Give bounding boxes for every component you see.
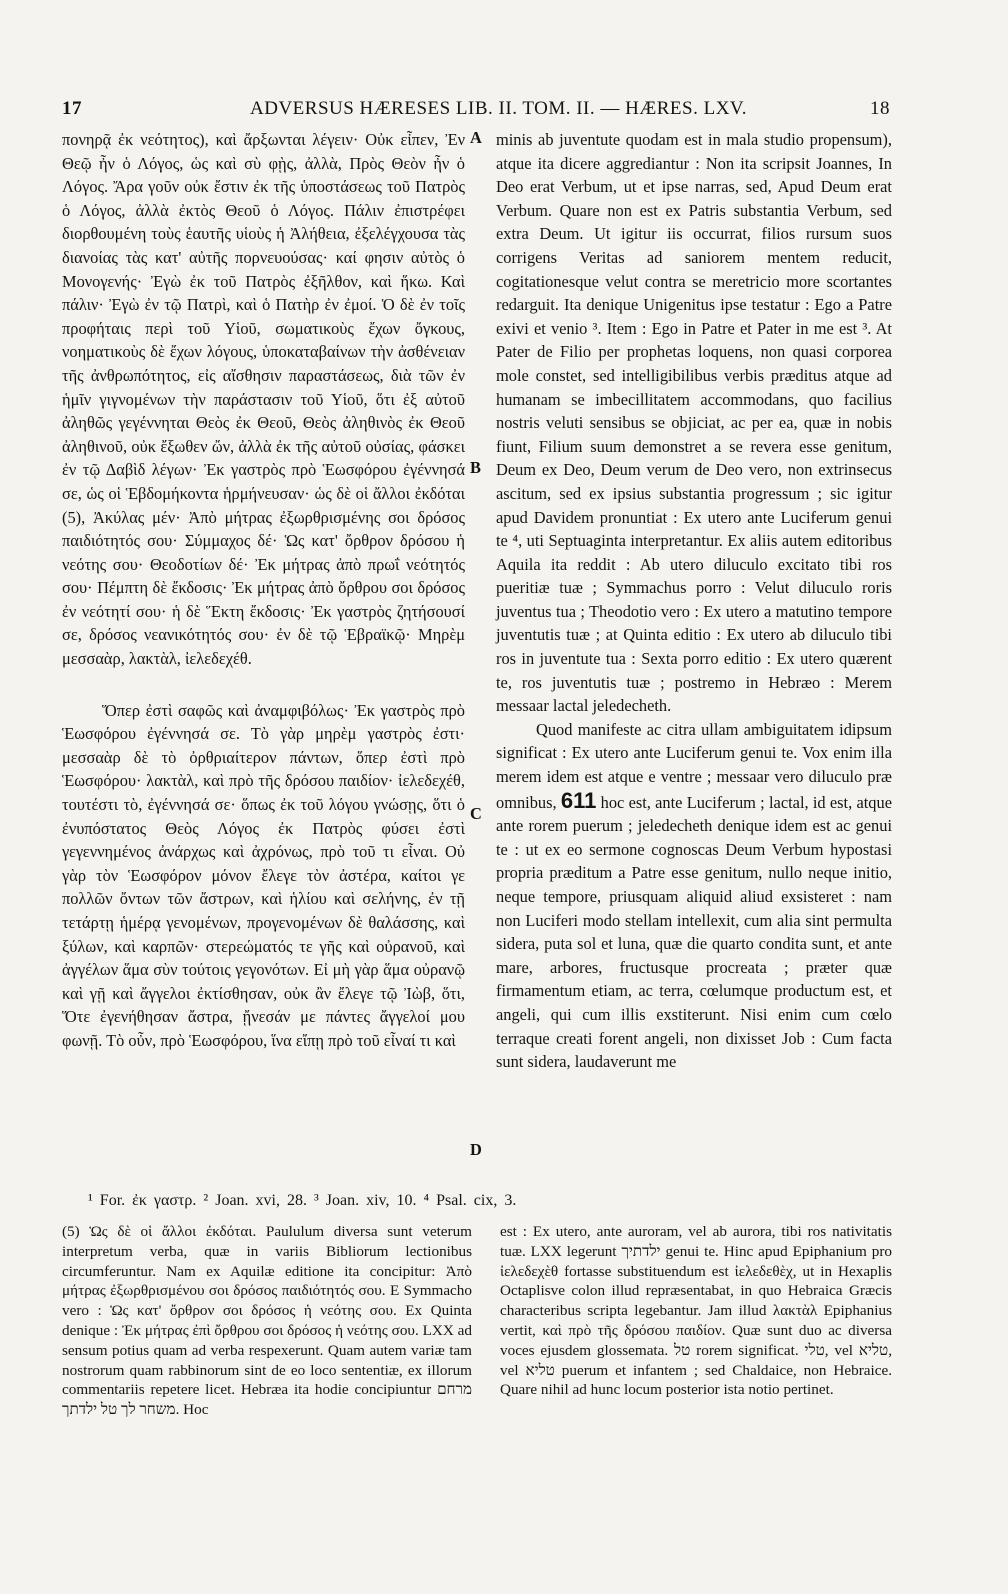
- latin-paragraph-2-start: Quod manifeste ac citra ullam ambiguitatem idipsum significat : Ex utero ante Luciferum genui te. Vox enim illa merem idem est atque e ventre ; messaar vero diluculo præ omnibus,: [496, 719, 892, 812]
- latin-paragraph-2: [496, 718, 892, 1074]
- column-number: 611: [560, 787, 597, 813]
- page-number-right: 18: [870, 98, 890, 119]
- paragraph-gap: [62, 671, 465, 699]
- latin-column: [496, 128, 892, 1074]
- greek-paragraph-1: πονηρᾷ ἐκ νεότητος), καὶ ἄρξωνται λέγειν· Οὐκ εἶπεν, Ἐν Θεῷ ἦν ὁ Λόγος, ὡς καὶ σὺ φῂς, ἀλλὰ, Πρὸς Θεὸν ἦν ὁ Λόγος. Ἄρα γοῦν οὐκ ἔστιν ἐκ τῆς ὑποστάσεως τοῦ Πατρὸς ὁ Λόγος, ἀλλὰ ἐκτὸς Θεοῦ ὁ Λόγος. Πάλιν ἐπιστρέφει διορθουμένη τοὺς ἑαυτῆς υἱοὺς ἡ Ἀλήθεια, ἐξελέγχουσα τὰς διανοίας τὰς κατ' αὐτῆς πορνευούσας· καί φησιν αὐτὸς ὁ Μονογενής· Ἐγὼ ἐκ τοῦ Πατρὸς ἐξῆλθον, καὶ ἥκω. Καὶ πάλιν· Ἐγὼ ἐν τῷ Πατρὶ, καὶ ὁ Πατὴρ ἐν ἐμοί. Ὁ δὲ ἐν τοῖς προφήταις περὶ τοῦ Υἱοῦ, σωματικοὺς ἔχων ὄγκους, νοηματικοὺς δὲ ἔχων λόγους, ὑποκαταβαίνων τὴν ἀσθένειαν τῆς ἀνθρωπότητος, εἰς αἴσθησιν παραστάσεως, διὰ τῶν ἐν ἡμῖν γιγνομένων τὴν παράστασιν τοῦ Υἱοῦ, ὅτι ἐξ αὐτοῦ ἀληθῶς γεγέννηται Θεὸς ἐκ Θεοῦ, Θεὸς ἀληθινὸς ἐκ Θεοῦ ἀληθινοῦ, οὐκ ἔξωθεν ὤν, ἀλλὰ ἐκ τῆς αὐτοῦ οὐσίας, φάσκει ἐν τῷ Δαβὶδ λέγων· Ἐκ γαστρὸς πρὸ Ἑωσφόρου ἐγέννησά σε, ὡς οἱ Ἑβδομήκοντα ἡρμήνευσαν· ὡς δὲ οἱ ἄλλοι ἐκδόται (5), Ἀκύλας μέν· Ἀπὸ μήτρας ἐξωρθρισμένης σοι δρόσος παιδιότητός σου· Σύμμαχος δέ· Ὡς κατ' ὄρθρον δρόσου ἡ νεότης σου· Θεοδοτίων δέ· Ἐκ μήτρας ἀπὸ πρωΐ νεότητός σου· Πέμπτη δὲ ἔκδοσις· Ἐκ μήτρας ἀπὸ ὄρθρου σοι δρόσος ἐν νεότητί σου· ἡ δὲ Ἕκτη ἔκδοσις· Ἐκ γαστρὸς ζητήσουσί σε, δρόσος νεανικότητός σου· ἐν δὲ τῷ Ἑβραϊκῷ· Μηρὲμ μεσσαὰρ, λακτὰλ, ἰελεδεχέθ.: [62, 130, 465, 669]
- margin-marker-c: C: [470, 804, 482, 823]
- margin-marker-b: B: [470, 458, 481, 477]
- greek-column: [62, 128, 465, 1053]
- latin-paragraph-1: minis ab juventute quodam est in mala studio propensum), atque ita dicere aggrediantur : Non ita scripsit Joannes, In Deo erat Verbum, ut et ipse narras, sed, Apud Deum erat Verbum. Quare non est ex Patris substantia Verbum, sed extra Deum. Ut igitur iis occurrat, filios rursum suos corrigens Veritas ad saniorem mentem reducit, cogitationesque velut contra se meretricio more scortantes redarguit. Ita denique Unigenitus ipse testatur : Ego a Patre exivi et venio ³. Item : Ego in Patre et Pater in me est ³. At Pater de Filio per prophetas loquens, non quasi corporea mole constet, sed intelligibilibus verbis præditus atque ad humanam se imbecillitatem accommodans, quo facilius nostris veluti sensibus se objiciat, ac per ea, quæ in nobis fiunt, Filium suum demonstret a se revera esse genitum, Deum ex Deo, Deum verum de Deo vero, non extrinsecus ascitum, sed ex ipsius substantia progressum ; sic igitur apud Davidem pronuntiat : Ex utero ante Luciferum genui te ⁴, uti Septuaginta interpretantur. Ex aliis autem editoribus Aquila ita reddit : Ab utero diluculo excitato tibi ros pueritiæ tuæ ; Symmachus porro : Velut diluculo roris juventus tua ; Theodotio vero : Ex utero a matutino tempore juventutis tuæ ; at Quinta editio : Ex utero ab diluculo tibi ros in juventute tua : Sexta porro editio : Ex utero quærent te, ros juventutis tuæ ; postremo in Hebræo : Merem messaar lactal jeledecheth.: [496, 130, 892, 716]
- source-references: ¹ For. ἐκ γαστρ. ² Joan. xvi, 28. ³ Joan. xiv, 10. ⁴ Psal. cix, 3.: [88, 1192, 517, 1209]
- latin-paragraph-2-end: hoc est, ante Luciferum ; lactal, id est, atque ante rorem puerum ; jeledecheth denique idem est ac genui te : ut ex eo sermone cognoscas Deum Verbum hypostasi propria præditum a Patre esse genitum, nullo neque initio, neque tempore, priusquam aliquid aliud exsisteret : nam non Luciferi modo stellam intellexit, cum alia sint permulta sidera, puta sol et luna, quæ die quarto condita sunt, et ante mare, arbores, fructusque procreata ; præter quæ firmamentum etiam, ac terra, cœlumque productum est, et angeli, qui cum illis exstiterunt. Nisi enim cum cœlo terraque creati forent angeli, non dixisset Job : Cum facta sunt sidera, laudaverunt me: [496, 792, 892, 1072]
- running-title: ADVERSUS HÆRESES LIB. II. TOM. II. — HÆRES. LXV.: [250, 98, 747, 119]
- page-number-left: 17: [62, 98, 82, 119]
- greek-paragraph-2: Ὅπερ ἐστὶ σαφῶς καὶ ἀναμφιβόλως· Ἐκ γαστρὸς πρὸ Ἑωσφόρου ἐγέννησά σε. Τὸ γὰρ μηρὲμ γαστρὸς ἐστι· μεσσαὰρ δὲ τὸ ὀρθριαίτερον πάντων, ὅπερ ἐστὶ πρὸ Ἑωσφόρου· λακτὰλ, καὶ πρὸ τῆς δρόσου παιδίον· ἰελεδεχέθ, τουτέστι τὸ, ἐγέννησά σε· ὅπως ἐκ τοῦ λόγου γνώσῃς, ὅτι ὁ ἐνυπόστατος Θεὸς Λόγος ἐκ Πατρὸς φύσει ἐστὶ γεγεννημένος ἀνάρχως καὶ ἀχρόνως, πρὸ τοῦ τι εἶναι. Οὐ γὰρ τὸν Ἑωσφόρον μόνον ἔλεγε τὸν ἀστέρα, καίτοι γε πολλῶν ὄντων τῶν ἄστρων, καὶ ἡλίου καὶ σελήνης, ἐν τῇ τετάρτῃ ἡμέρᾳ γενομένων, προγενομένων δὲ θαλάσσης, καὶ ξύλων, καὶ καρπῶν· στερεώματός τε γῆς καὶ οὐρανοῦ, καὶ ἀγγέλων ἅμα σὺν τούτοις γεγονότων. Εἰ μὴ γὰρ ἅμα οὐρανῷ καὶ γῇ καὶ ἄγγελοι ἐκτίσθησαν, οὐκ ἂν ἔλεγε τῷ Ἰὼβ, ὅτι, Ὅτε ἐγενήθησαν ἄστρα, ᾔνεσάν με πάντες ἄγγελοί μου φωνῇ. Τὸ οὖν, πρὸ Ἑωσφόρου, ἵνα εἴπῃ πρὸ τοῦ εἶναί τι καὶ: [62, 700, 465, 1050]
- running-header: [62, 98, 890, 124]
- footnote-right: [500, 1222, 892, 1400]
- footnote-left: [62, 1222, 472, 1420]
- margin-marker-a: A: [470, 128, 482, 147]
- margin-marker-d: D: [470, 1140, 482, 1159]
- footnote-left-text: (5) Ὡς δὲ οἱ ἄλλοι ἐκδόται. Paululum diversa sunt veterum interpretum verba, quæ in variis Bibliorum lectionibus circumferuntur. Nam ex Aquilæ editione ita concipitur: Ἀπὸ μήτρας ἐξωρθρισμένου σοι δρόσος παιδιότητός σου. E Symmacho vero : Ὡς κατ' ὄρθρον σοι δρόσος ἡ νεότης σου. Ex Quinta denique : Ἐκ μήτρας ἐπὶ ὄρθρου σοι δρόσος ἡ νεότης σου. LXX ad sensum potius quam ad verba respexerunt. Quam autem variæ tam nostrorum quam rabbinorum sint de eo loco sententiæ, ex illorum commentariis repetere licet. Hebræa ita hodie concipiuntur מרחם משחר לך טל ילדתך. Hoc: [62, 1223, 472, 1419]
- footnote-right-text: est : Ex utero, ante auroram, vel ab aurora, tibi ros nativitatis tuæ. LXX legerunt ילדתיך genui te. Hinc apud Epiphanium pro ἰελεδεχὲθ fortasse substituendum est ἰελεδεθὲχ, ut in Hexaplis Octaplisve colon illud repræsentabat, in quo Hebraica Græcis characteribus scripta legebantur. Jam illud λακτὰλ Epiphanius vertit, καὶ πρὸ τῆς δρόσου παιδίον. Quæ sunt duo ac diversa voces ejusdem glossemata. טל rorem significat. טלי, vel טליא, vel טליא puerum et infantem ; sed Chaldaice, non Hebraice. Quare nihil ad hunc locum posterior ista notio pertinet.: [500, 1223, 893, 1399]
